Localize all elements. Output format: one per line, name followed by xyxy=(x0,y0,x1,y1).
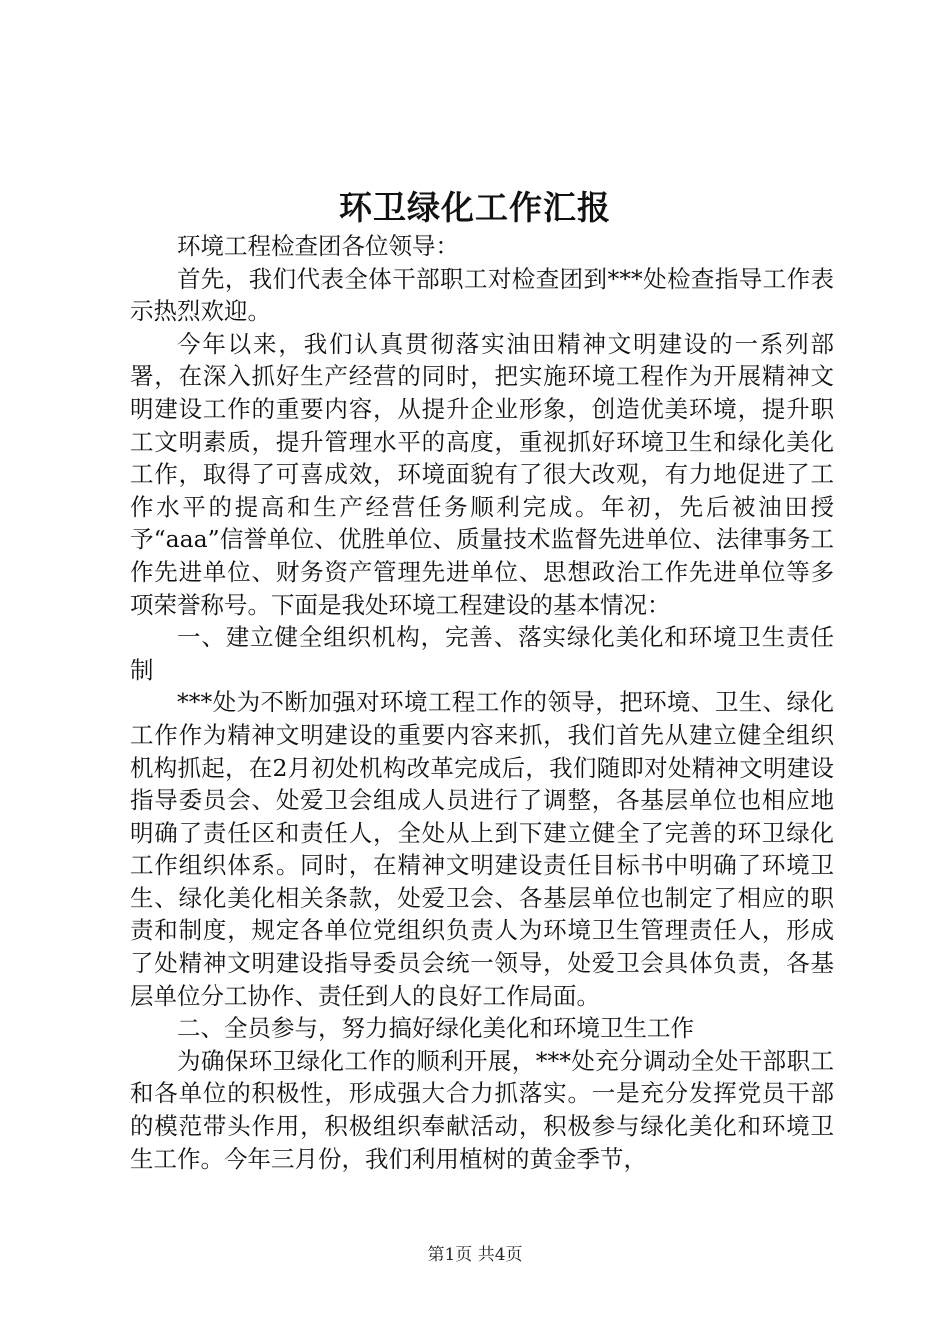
welcome-paragraph: 首先，我们代表全体干部职工对检查团到***处检查指导工作表示热烈欢迎。 xyxy=(130,264,834,326)
section-1-paragraph: ***处为不断加强对环境工程工作的领导，把环境、卫生、绿化工作作为精神文明建设的重要内容来抓，我们首先从建立健全组织机构抓起，在2月初处机构改革完成后，我们随即对处精神文明建设指导委员会、处爱卫会组成人员进行了调整，各基层单位也相应地明确了责任区和责任人，全处从上到下建立健全了完善的环卫绿化工作组织体系。同时，在精神文明建设责任目标书中明确了环境卫生、绿化美化相关条款，处爱卫会、各基层单位也制定了相应的职责和制度，规定各单位党组织负责人为环境卫生管理责任人，形成了处精神文明建设指导委员会统一领导，处爱卫会具体负责，各基层单位分工协作、责任到人的良好工作局面。 xyxy=(130,688,834,1010)
document-body xyxy=(130,230,834,1175)
overview-paragraph: 今年以来，我们认真贯彻落实油田精神文明建设的一系列部署，在深入抓好生产经营的同时，把实施环境工程作为开展精神文明建设工作的重要内容，从提升企业形象，创造优美环境，提升职工文明素质，提升管理水平的高度，重视抓好环境卫生和绿化美化工作，取得了可喜成效，环境面貌有了很大改观，有力地促进了工作水平的提高和生产经营任务顺利完成。年初，先后被油田授予“aaa”信誉单位、优胜单位、质量技术监督先进单位、法律事务工作先进单位、财务资产管理先进单位、思想政治工作先进单位等多项荣誉称号。下面是我处环境工程建设的基本情况： xyxy=(130,329,834,619)
salutation-paragraph: 环境工程检查团各位领导： xyxy=(177,232,459,260)
section-2-paragraph: 为确保环卫绿化工作的顺利开展，***处充分调动全处干部职工和各单位的积极性，形成强大合力抓落实。一是充分发挥党员干部的模范带头作用，积极组织奉献活动，积极参与绿化美化和环境卫生工作。今年三月份，我们利用植树的黄金季节， xyxy=(130,1046,834,1173)
page-footer: 第1页 共4页 xyxy=(427,1245,523,1265)
document-title: 环卫绿化工作汇报 xyxy=(339,188,611,227)
section-heading-2: 二、全员参与，努力搞好绿化美化和环境卫生工作 xyxy=(177,1014,694,1043)
section-heading-1: 一、建立健全组织机构，完善、落实绿化美化和环境卫生责任制 xyxy=(130,623,834,684)
